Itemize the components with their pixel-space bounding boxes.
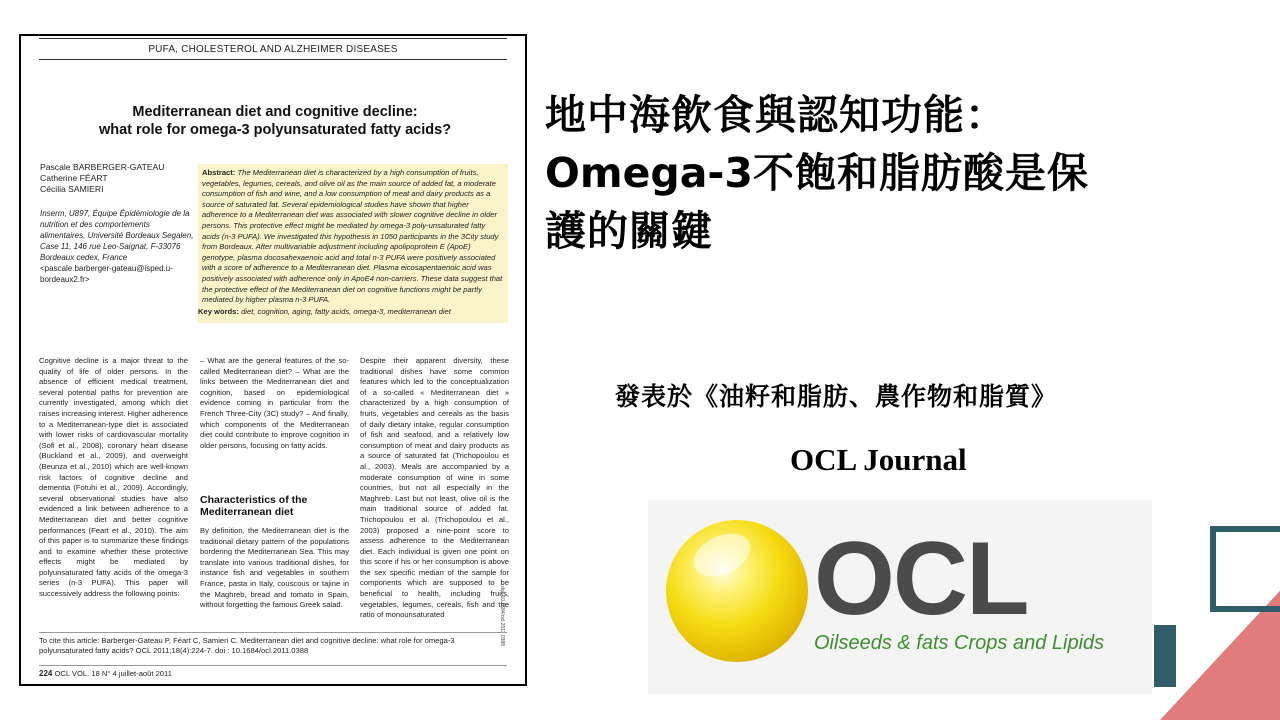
author-list	[40, 162, 190, 195]
paper-page	[19, 34, 527, 686]
body-column-2: – What are the general features of the so-called Mediterranean diet? – What are the links between the Mediterranean diet and cognition, based on epidemiological evidence coming in particular from the French Three-City (3C) study? – And finally, which components of the Mediterranean diet could contribute to improve cognition in older persons, focusing on fatty acids.	[200, 356, 349, 450]
decor-teal-bar	[1154, 625, 1176, 687]
body-column-3: Despite their apparent diversity, these traditional dishes have some common features which led to the conceptualization of a so-called « Mediterranean diet » characterized by a high consumption of fruits, vegetables and cereals as the basis of daily dietary intake, regular consumption of fish and seafood, and a relatively low consumption of meat and dairy products as a source of saturated fat (Trichopoulou et al., 2003). Meals are accompanied by a moderate consumption of wine in some countries, but not all especially in the Maghreb. Last but not least, olive oil is the main traditional source of added fat. Trichopoulou et al. (Trichopoulou et al., 2003) proposed a nine-point score to assess adherence to the Mediterranean diet. Each individual is given one point on this score if his or her consumption is above the sex specific median of the sample for components which are supposed to be beneficial to health, including fruits, vegetables, legumes, cereals, fish and the ratio of monounsaturated	[360, 356, 509, 620]
page-number: 224	[39, 669, 53, 678]
headline-line-3: 護的關鍵	[545, 207, 713, 255]
keywords-text: diet, cognition, aging, fatty acids, omega-3, mediterranean diet	[241, 307, 451, 316]
body-column-1: Cognitive decline is a major threat to the quality of life of older persons. In the absence of efficient medical treatment, several potential paths for prevention are currently investigated, among which diet raises increasing interest. Higher adherence to a Mediterranean-type diet is associated with lower risks of cardiovascular mortality (Sofi et al., 2008), coronary heart disease (Buckland et al., 2009), and overweight (Beunza et al., 2010) which are well-known risk factors of cognitive decline and dementia (Fotuhi et al., 2009). Accordingly, several observational studies have also evidenced a link between adherence to a Mediterranean diet and better cognitive performances (Feart et al., 2010). The aim of this paper is to summarize these findings and to examine whether these protective effects might be mediated by polyunsaturated fatty acids of the omega-3 series (n-3 PUFA). This paper will successively address the following points:	[39, 356, 188, 599]
headline-line-1: 地中海飲食與認知功能：	[545, 91, 1007, 139]
author-name: Cécilia SAMIERI	[40, 184, 104, 194]
footer-journal: OCL VOL. 18 N° 4 juillet-août 2011	[54, 669, 172, 678]
abstract-box	[198, 164, 508, 323]
paper-title-line-1: Mediterranean diet and cognitive decline:	[132, 104, 418, 120]
logo-wordmark: OCL	[814, 521, 1028, 637]
headline-line-2-rest: 不飽和脂肪酸是保	[752, 149, 1089, 197]
published-in-text: 發表於《油籽和脂肪、農作物和脂質》	[615, 382, 1058, 411]
citation-note: To cite this article: Barberger-Gateau P, Féart C, Samieri C. Mediterranean diet and cognitive decline: what role for omega-3 polyunsaturated fatty acids? OCL 2011;18(4):224-7. doi : 10.1684/ocl.2011.0388	[39, 632, 507, 656]
body-column-2-continued: By definition, the Mediterranean diet is the traditional dietary pattern of the populations bordering the Mediterranean Sea. This may translate into various traditional dishes, for instance fish and vegetables in southern France, pasta in Italy, couscous or tajine in the Maghreb, bread and tomato in Spain, without forgetting the famous Greek salad.	[200, 526, 349, 610]
affiliation: Inserm, U897, Équipe Épidémiologie de la nutrition et des comportements alimentaires, Université Bordeaux Segalen, Case 11, 146 rue Leo-Saignat, F-33076 Bordeaux cedex, France	[40, 209, 194, 262]
ocl-logo	[648, 500, 1152, 694]
paper-title-line-2: what role for omega-3 polyunsaturated fatty acids?	[98, 122, 452, 138]
page-footer	[39, 665, 507, 678]
section-heading: Characteristics of the Mediterranean diet	[200, 494, 308, 518]
abstract-text: The Mediterranean diet is characterized by a high consumption of fruits, vegetables, legumes, cereals, and olive oil as the main source of added fat, a moderate consumption of fish and wine, and a low consumption of meat and dairy products as a source of saturated fat. Several epidemiological studies have shown that higher adherence to a Mediterranean diet was associated with slower cognitive decline in older persons. This protective effect might be mediated by omega-3 poly-unsaturated fatty acids (n-3 PUFA). We investigated this hypothesis in 1050 participants in the 3City study from Bordeaux. After multivariable adjustment including apolipoprotein E (ApoE) genotype, plasma docosahexaenoic acid and total n-3 PUFA were positively associated with a score of adherence to a Mediterranean diet. Plasma eicosapentaenoic acid was positively associated with adherence only in ApoE4 non-carriers. These data suggest that the protective effect of the Mediterranean diet on cognitive functions might be partly mediated by higher plasma n-3 PUFA.	[202, 168, 503, 305]
headline-omega3: Omega-3	[545, 149, 753, 197]
decor-teal-square	[1210, 526, 1280, 612]
logo-tagline: Oilseeds & fats Crops and Lipids	[814, 632, 1105, 654]
paper-title	[41, 103, 509, 139]
slide-headline	[545, 86, 1195, 260]
author-name: Catherine FÉART	[40, 173, 108, 183]
journal-name: OCL Journal	[790, 442, 967, 477]
abstract-label: Abstract:	[202, 168, 236, 177]
running-head-top-rule	[39, 38, 507, 39]
side-doi: doi: 10.1684/ocl.2011.0388	[499, 586, 505, 646]
running-head: PUFA, CHOLESTEROL AND ALZHEIMER DISEASES	[39, 44, 507, 60]
headline-line-2	[545, 144, 1195, 202]
keywords-label: Key words:	[198, 307, 239, 316]
author-name: Pascale BARBERGER-GATEAU	[40, 162, 165, 172]
author-email: <pascale.barberger-gateau@isped.u-bordeaux2.fr>	[40, 264, 173, 284]
keywords	[198, 307, 508, 317]
